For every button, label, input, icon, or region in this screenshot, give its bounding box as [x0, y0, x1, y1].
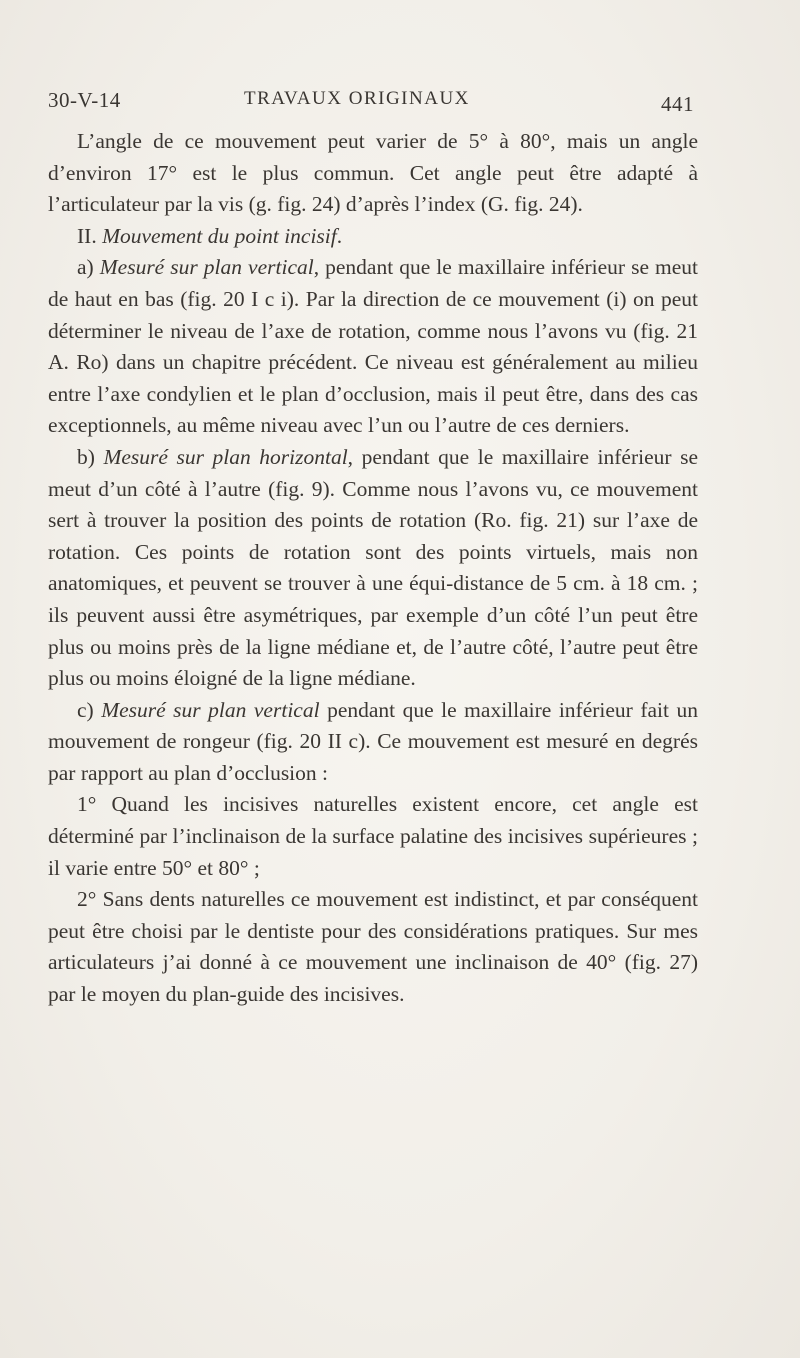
header-date: 30-V-14 [48, 88, 121, 112]
paragraph-text: L’angle de ce mouvement peut varier de 5° à 80°, mais un angle d’environ 17° est le plus commun. Cet angle peut être adapté à l’articulateur par la vis (g. fig. 24) d’après l’index (G. fig. 24). [48, 129, 698, 217]
item-letter: a) [77, 255, 100, 280]
list-number: 2° [77, 887, 103, 912]
paragraph-text: . [336, 223, 343, 248]
paragraph-6 [48, 789, 698, 884]
paragraph-text: , pendant que le maxillaire inférieur se meut d’un côté à l’autre (fig. 9). Comme nous l’avons vu, ce mouvement sert à trouver la position des points de rotation (Ro. fig. 21) sur l’axe de rotation. Ces points de rotation sont des points virtuels, mais non anatomiques, et peuvent se trouver à une équi-distance de 5 cm. à 18 cm. ; ils peuvent aussi être asymétriques, par exemple d’un côté l’un peut être plus ou moins près de la ligne médiane et, de l’autre côté, l’autre peut être plus ou moins éloigné de la ligne médiane. [48, 444, 698, 691]
paragraph-1 [48, 126, 698, 221]
item-heading: Mesuré sur plan horizontal [103, 444, 348, 469]
page-number: 441 [661, 92, 694, 116]
paragraph-5 [48, 695, 698, 790]
paragraph-text: pendant que le maxillaire inférieur fait un mouvement de rongeur (fig. 20 II c). Ce mouvement est mesuré en degrés par rapport au plan d’occlusion : [48, 697, 698, 785]
item-heading: Mesuré sur plan vertical [101, 697, 320, 722]
running-header [48, 88, 698, 118]
paragraph-2 [48, 221, 698, 253]
item-letter: b) [77, 444, 104, 469]
body-text [48, 126, 698, 1011]
paragraph-text: , pendant que le maxillaire inférieur se meut de haut en bas (fig. 20 I c i). Par la direction de ce mouvement (i) on peut déterminer le niveau de l’axe de rotation, comme nous l’avons vu (fig. 21 A. Ro) dans un chapitre précédent. Ce niveau est généralement au milieu entre l’axe condylien et le plan d’occlusion, mais il peut être, dans des cas exceptionnels, au même niveau avec l’un ou l’autre de ces derniers. [48, 255, 699, 438]
section-number: II. [77, 223, 103, 248]
item-heading: Mesuré sur plan vertical [99, 255, 314, 280]
item-letter: c) [77, 697, 102, 722]
section-heading: Mouvement du point incisif [102, 223, 337, 248]
paragraph-text: Sans dents naturelles ce mouvement est indistinct, et par conséquent peut être choisi par le dentiste pour des considérations pratiques. Sur mes articulateurs j’ai donné à ce mouvement une inclinaison de 40° (fig. 27) par le moyen du plan-guide des incisives. [48, 887, 698, 1007]
paragraph-3 [48, 252, 698, 442]
paragraph-7 [48, 884, 698, 1010]
header-title: TRAVAUX ORIGINAUX [244, 88, 470, 109]
paragraph-text: Quand les incisives naturelles existent encore, cet angle est déterminé par l’inclinaison de la surface palatine des incisives supérieures ; il varie entre 50° et 80° ; [48, 792, 698, 880]
list-number: 1° [77, 792, 112, 817]
paragraph-4 [48, 442, 698, 695]
